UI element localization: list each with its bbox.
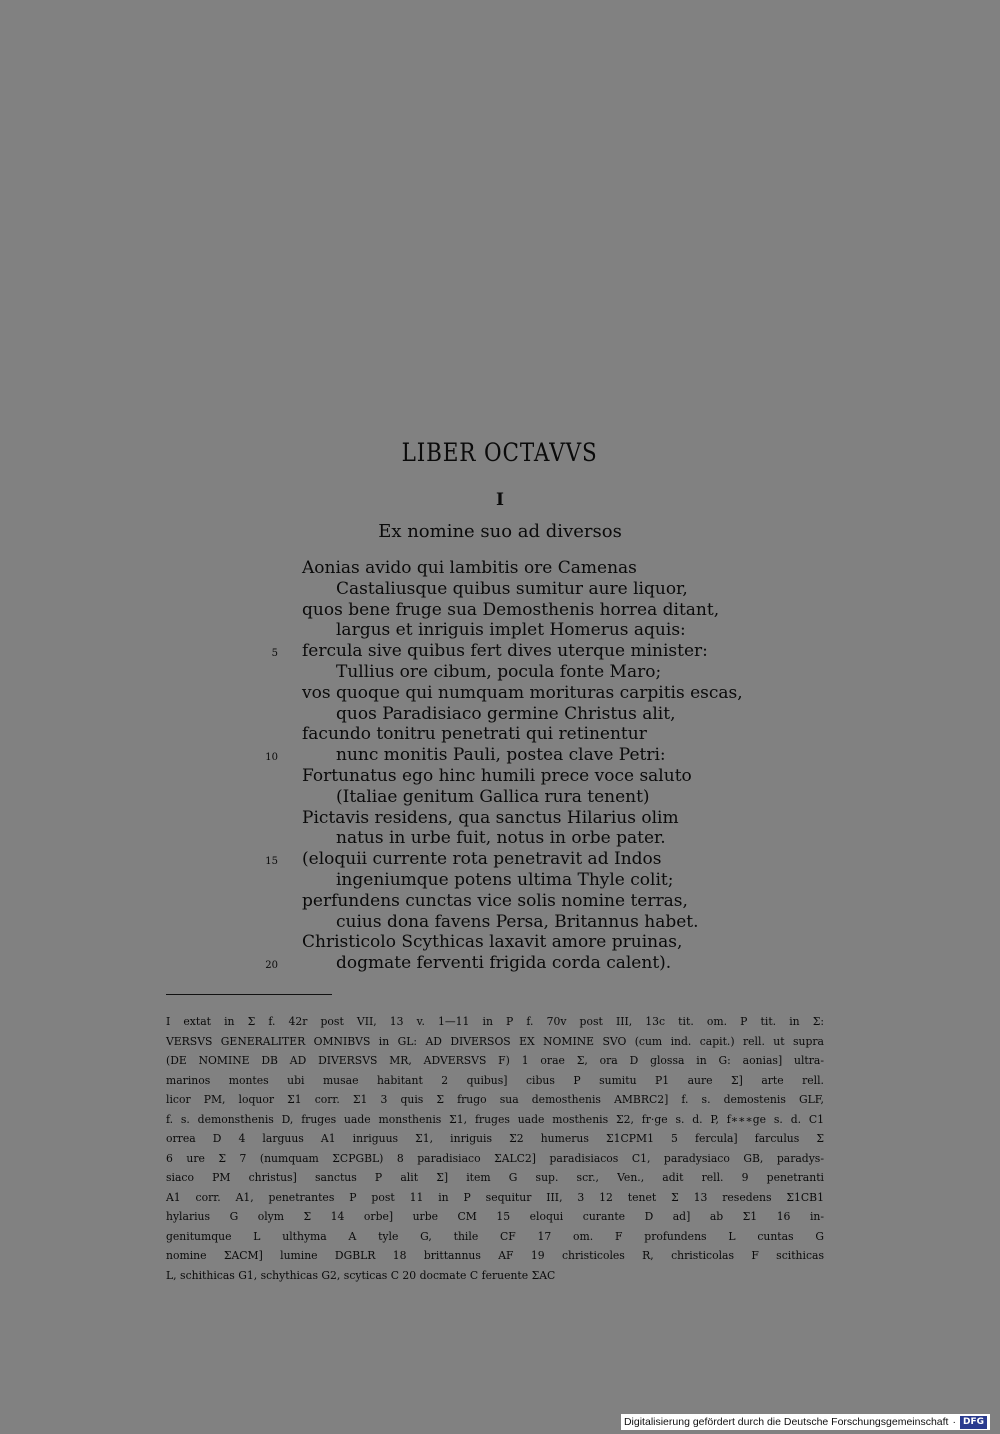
verse-line: dogmate ferventi frigida corda calent). [336,953,672,974]
apparatus-line: VERSVS GENERALITER OMNIBVS in GL: AD DIVERSOS EX NOMINE SVO (cum ind. capit.) rell. ut supra [166,1034,824,1048]
verse-line: quos Paradisiaco germine Christus alit, [336,703,676,724]
verse-line: Pictavis residens, qua sanctus Hilarius olim [302,807,679,828]
verse-line: vos quoque qui numquam morituras carpitis escas, [302,682,743,703]
apparatus-line: 6 ure Σ 7 (numquam ΣCPGBL) 8 paradisiaco ΣALC2] paradisiacos C1, paradysiaco GB, paradys- [166,1151,824,1165]
dfg-logo-icon: DFG [960,1416,987,1429]
verse-line: nunc monitis Pauli, postea clave Petri: [336,745,666,766]
verse-line: Tullius ore cibum, pocula fonte Maro; [336,662,662,682]
apparatus-line: I extat in Σ f. 42r post VII, 13 v. 1—11 in P f. 70v post III, 13c tit. om. P tit. in Σ: [166,1015,824,1028]
apparatus-line: (DE NOMINE DB AD DIVERSVS MR, ADVERSVS F) 1 orae Σ, ora D glossa in G: aonias] ultra- [166,1054,824,1067]
apparatus-line: f. s. demonsthenis D, fruges uade monsthenis Σ1, fruges uade mosthenis Σ2, fr·ge s. d. P, f∗∗∗ge s. d. C1 [166,1112,824,1126]
verse-line: natus in urbe fuit, notus in orbe pater. [336,828,666,849]
critical-apparatus [166,1012,824,1285]
apparatus-line: A1 corr. A1, penetrantes P post 11 in P sequitur III, 3 12 tenet Σ 13 resedens Σ1CB1 [166,1190,824,1204]
line-number: 5 [271,648,278,660]
apparatus-line: hylarius G olym Σ 14 orbe] urbe CM 15 eloqui curante D ad] ab Σ1 16 in- [166,1210,824,1223]
verse-line: facundo tonitru penetrati qui retinentur [302,724,647,745]
verse-line: fercula sive quibus fert dives uterque minister: [302,641,708,662]
poem-heading: Ex nomine suo ad diversos [378,521,622,542]
verse-line: largus et inriguis implet Homerus aquis: [336,620,686,641]
verse-line: cuius dona favens Persa, Britannus habet. [336,911,699,932]
line-number: 20 [265,960,278,972]
footnote-rule [166,994,332,995]
apparatus-line: marinos montes ubi musae habitant 2 quibus] cibus P sumitu P1 aure Σ] arte rell. [166,1073,824,1087]
verse-line: Aonias avido qui lambitis ore Camenas [302,558,637,578]
verse-line: (Italiae genitum Gallica rura tenent) [336,786,650,807]
digitization-footer: Digitalisierung gefördert durch die Deutsche Forschungsgemeinschaft · DFG [621,1414,990,1430]
apparatus-line: siaco PM christus] sanctus P alit Σ] item G sup. scr., Ven., adit rell. 9 penetranti [166,1171,824,1184]
poem-number: I [496,490,504,510]
verse-line: ingeniumque potens ultima Thyle colit; [336,870,674,890]
apparatus-line: L, schithicas G1, schythicas G2, scyticas C 20 docmate C feruente ΣAC [166,1268,556,1282]
apparatus-line: licor PM, loquor Σ1 corr. Σ1 3 quis Σ frugo sua demosthenis AMBRC2] f. s. demostenis GLF, [166,1093,824,1106]
verse-line: Castaliusque quibus sumitur aure liquor, [336,578,688,599]
apparatus-line: genitumque L ulthyma A tyle G, thile CF 17 om. F profundens L cuntas G [166,1229,824,1243]
verse-line: quos bene fruge sua Demosthenis horrea ditant, [302,599,720,620]
verse-line: Fortunatus ego hinc humili prece voce saluto [302,766,692,786]
verse-line: Christicolo Scythicas laxavit amore pruinas, [302,932,683,953]
footer-credit-text: Digitalisierung gefördert durch die Deutsche Forschungsgemeinschaft [623,1416,949,1428]
line-number: 10 [265,752,278,764]
verse-line: (eloquii currente rota penetravit ad Indos [302,849,662,870]
line-number: 15 [265,856,278,868]
apparatus-line: orrea D 4 larguus A1 inriguus Σ1, inriguis Σ2 humerus Σ1CPM1 5 fercula] farculus Σ [166,1132,824,1145]
apparatus-line: nomine ΣACM] lumine DGBLR 18 brittannus AF 19 christicoles R, christicolas F scithicas [166,1249,824,1262]
book-title: LIBER OCTAVVS [401,438,598,467]
verse-line: perfundens cunctas vice solis nomine terras, [302,890,688,911]
